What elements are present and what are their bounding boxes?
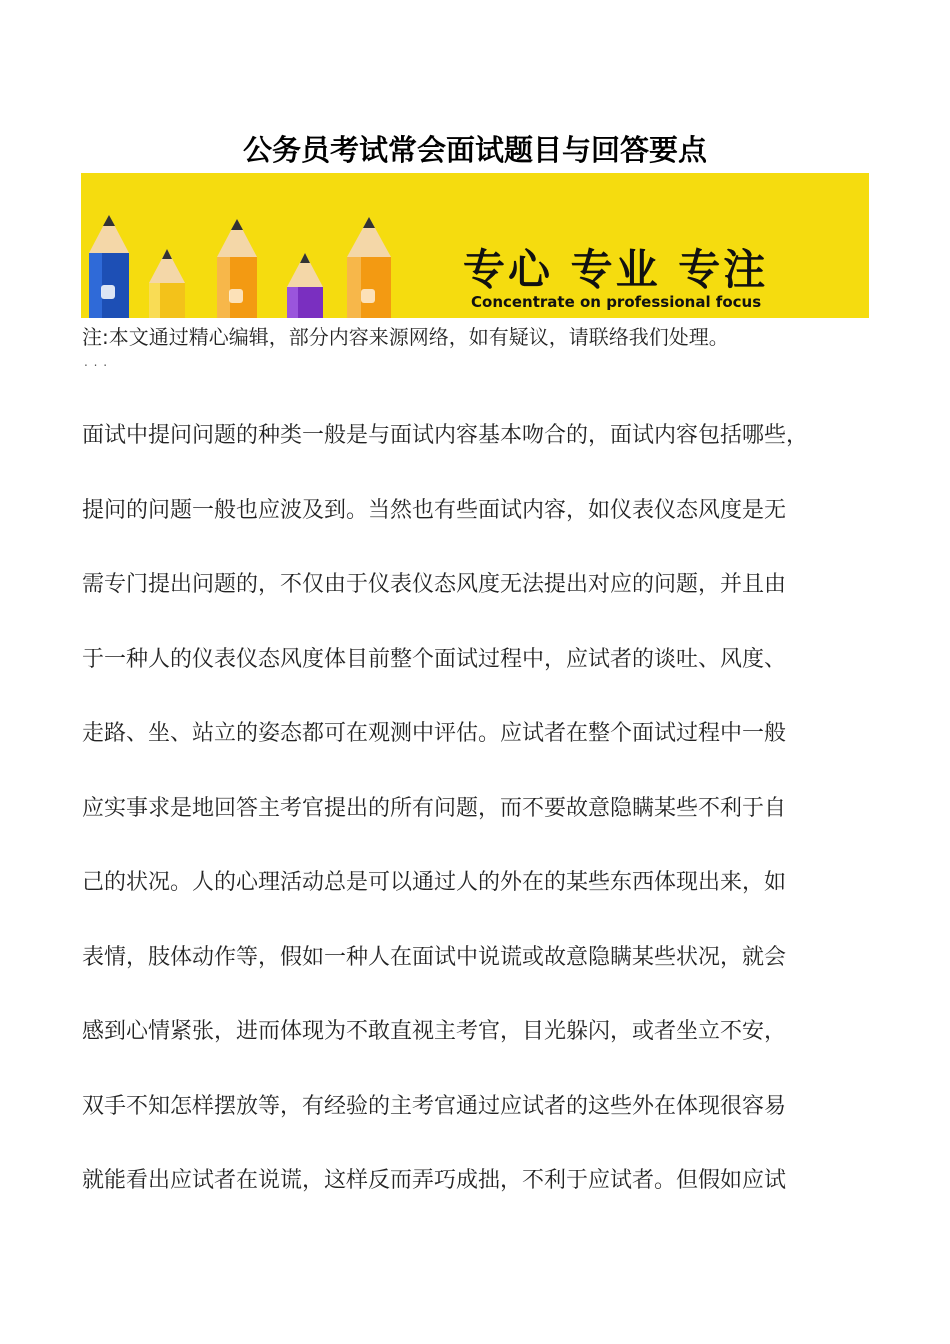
body-line: 面试中提问问题的种类一般是与面试内容基本吻合的，面试内容包括哪些， [82, 423, 809, 448]
body-line: 双手不知怎样摆放等，有经验的主考官通过应试者的这些外在体现很容易 [82, 1093, 787, 1119]
body-line: 己的状况。人的心理活动总是可以通过人的外在的某些东西体现出来，如 [82, 870, 787, 895]
disclaimer-note: 注:本文通过精心编辑，部分内容来源网络，如有疑议，请联络我们处理。 [82, 325, 729, 349]
body-line: 应实事求是地回答主考官提出的所有问题，而不要故意隐瞒某些不利于自 [82, 795, 787, 821]
body-paragraph [82, 414, 882, 1234]
banner-slogan: 专心 专业 专注 [463, 245, 769, 294]
pencil-orange-2 [347, 217, 391, 318]
body-line: 感到心情紧张，进而体现为不敢直视主考官，目光躲闪，或者坐立不安， [82, 1019, 787, 1044]
pencil-purple [287, 253, 323, 318]
pencil-orange [217, 219, 257, 318]
document-title: 公务员考试常会面试题目与回答要点 [242, 133, 707, 167]
banner-image [81, 173, 869, 318]
banner-tagline: Concentrate on professional focus [471, 293, 762, 311]
pencil-blue [89, 215, 129, 318]
body-line: 走路、坐、站立的姿态都可在观测中评估。应试者在整个面试过程中一般 [82, 721, 787, 746]
body-line: 需专门提出问题的，不仅由于仪表仪态风度无法提出对应的问题，并且由 [82, 572, 787, 597]
body-line: 表情，肢体动作等，假如一种人在面试中说谎或故意隐瞒某些状况，就会 [82, 944, 787, 970]
body-line: 于一种人的仪表仪态风度体目前整个面试过程中，应试者的谈吐、风度、 [82, 646, 787, 672]
body-line: 提问的问题一般也应波及到。当然也有些面试内容，如仪表仪态风度是无 [82, 497, 787, 523]
ellipsis: . . . [84, 355, 109, 369]
body-line: 就能看出应试者在说谎，这样反而弄巧成拙，不利于应试者。但假如应试 [82, 1168, 787, 1193]
pencil-yellow [149, 249, 185, 318]
